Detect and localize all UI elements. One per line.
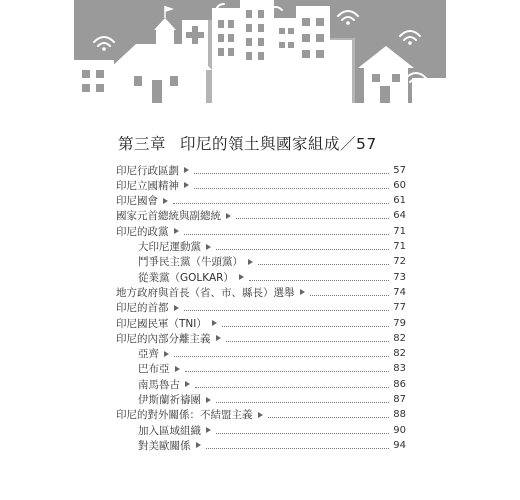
- toc-entry-page: 61: [393, 195, 406, 207]
- header-banner-illustration: [74, 0, 446, 103]
- toc-entry-page: 87: [393, 394, 406, 405]
- toc-entry-page: 86: [393, 378, 406, 390]
- city-skyline-illustration: [74, 0, 446, 103]
- toc-entry-page: 82: [393, 332, 406, 344]
- toc-entry-label: 巴布亞: [138, 363, 170, 376]
- triangle-right-icon: [206, 397, 211, 403]
- triangle-right-icon: [206, 427, 211, 433]
- triangle-right-icon: [174, 305, 179, 311]
- dot-leader: [268, 417, 390, 418]
- toc-entry-label: 從業黨（GOLKAR）: [138, 271, 234, 284]
- dot-leader: [236, 218, 389, 219]
- toc-entry-page: 74: [393, 286, 406, 298]
- dot-leader: [258, 264, 389, 265]
- dot-leader: [222, 326, 389, 327]
- chapter-number: 第三章: [118, 135, 167, 153]
- dot-leader: [216, 249, 389, 250]
- triangle-right-icon: [163, 198, 168, 204]
- toc-entry-page: 82: [393, 348, 406, 360]
- toc-entry-page: 71: [393, 225, 406, 237]
- toc-entry-label: 印尼國民軍（TNI）: [116, 317, 207, 330]
- toc-entry-label: 鬥爭民主黨（牛頭黨）: [138, 256, 243, 269]
- triangle-right-icon: [196, 442, 201, 448]
- triangle-right-icon: [185, 381, 190, 387]
- triangle-right-icon: [206, 244, 211, 250]
- toc-entry-label: 印尼的內部分離主義: [116, 332, 211, 345]
- toc-entry-page: 71: [393, 241, 406, 252]
- triangle-right-icon: [226, 213, 231, 219]
- toc-entry-page: 83: [393, 363, 406, 375]
- toc-entry-label: 印尼的對外關係：不結盟主義: [116, 409, 253, 422]
- dot-leader: [194, 188, 389, 189]
- dot-leader: [216, 433, 389, 434]
- toc-entry-label: 印尼的政黨: [116, 225, 169, 238]
- toc-entry-page: 60: [393, 179, 406, 191]
- toc-entry-label: 亞齊: [138, 348, 159, 361]
- triangle-right-icon: [175, 366, 180, 372]
- triangle-right-icon: [248, 259, 253, 265]
- dot-leader: [173, 203, 389, 204]
- triangle-right-icon: [258, 412, 263, 418]
- triangle-right-icon: [184, 167, 189, 173]
- toc-entry-label: 國家元首總統與副總統: [116, 210, 221, 223]
- toc-entry-page: 73: [393, 271, 406, 283]
- toc-entry-label: 南馬魯古: [138, 378, 180, 391]
- toc-entry-page: 94: [393, 439, 406, 451]
- chapter-page: 57: [356, 135, 377, 153]
- toc-entry-label: 對美歐關係: [138, 439, 191, 452]
- dot-leader: [310, 295, 390, 296]
- toc-entry-page: 72: [393, 256, 406, 268]
- dot-leader: [195, 387, 389, 388]
- dot-leader: [194, 173, 389, 174]
- toc-entry-page: 90: [393, 424, 406, 436]
- toc-entry-page: 64: [393, 210, 406, 222]
- dot-leader: [184, 310, 390, 311]
- toc-entry-label: 地方政府與首長（省、市、縣長）選舉: [116, 286, 295, 299]
- triangle-right-icon: [300, 289, 305, 295]
- dot-leader: [206, 448, 390, 449]
- toc-entry-label: 大印尼運動黨: [138, 241, 201, 253]
- toc-entry-label: 加入區域組織: [138, 424, 201, 437]
- dot-leader: [226, 341, 390, 342]
- toc-entry-label: 伊斯蘭祈禱團: [138, 394, 201, 406]
- toc-entry-page: 57: [393, 164, 406, 176]
- toc-entry-label: 印尼的首都: [116, 302, 169, 315]
- toc-entry-page: 88: [393, 409, 406, 421]
- chapter-title: 印尼的領土與國家組成／: [180, 135, 357, 153]
- toc-entry-page: 79: [393, 317, 406, 329]
- triangle-right-icon: [174, 228, 179, 234]
- dot-leader: [249, 280, 389, 281]
- toc-entry-label: 印尼立國精神: [116, 179, 179, 192]
- triangle-right-icon: [184, 182, 189, 188]
- dot-leader: [216, 402, 389, 403]
- triangle-right-icon: [164, 351, 169, 357]
- dot-leader: [184, 234, 390, 235]
- toc-entry-label: 印尼行政區劃: [116, 164, 179, 177]
- toc-entry: [138, 436, 406, 454]
- triangle-right-icon: [239, 274, 244, 280]
- triangle-right-icon: [212, 320, 217, 326]
- toc-entry-label: 印尼國會: [116, 195, 158, 208]
- dot-leader: [185, 371, 390, 372]
- chapter-heading: [118, 132, 377, 154]
- dot-leader: [174, 356, 389, 357]
- toc-entry-page: 77: [393, 302, 406, 314]
- triangle-right-icon: [216, 335, 221, 341]
